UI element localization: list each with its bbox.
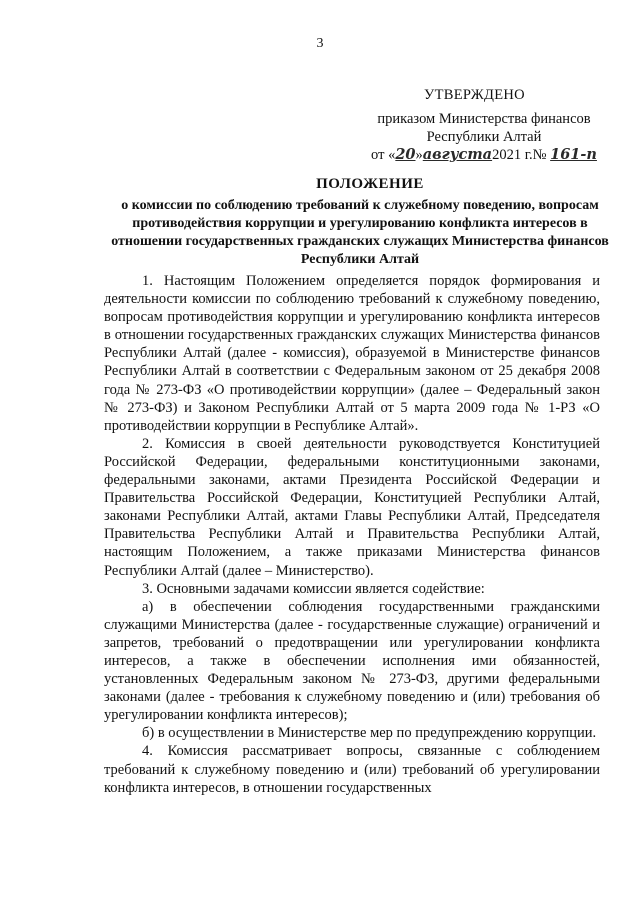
approval-heading: УТВЕРЖДЕНО [424,87,525,103]
document-title-block [100,176,620,269]
date-prefix: от « [371,147,396,163]
paragraph-2: 2. Комиссия в своей деятельности руководствуется Конституцией Российской Федерации, федеральными конституционными законами, федеральными законами, актами Президента Российской Федерации и Правительства Российской Федерации, Конституцией Республики Алтай, законами Республики Алтай, актами Главы Республики Алтай, Председателя Правительства Республики Алтай и Правительства Республики Алтай, настоящим Положением, а также приказами Министерства финансов Республики Алтай (далее – Министерство). [104,435,600,579]
handwritten-day: 20 [395,146,416,163]
document-title: ПОЛОЖЕНИЕ [316,176,424,192]
date-mid: » [415,147,423,163]
approval-date [364,146,604,164]
document-body [104,272,600,797]
approval-line-2: Республики Алтай [426,129,542,145]
paragraph-3b: б) в осуществлении в Министерстве мер по предупреждению коррупции. [142,725,597,742]
approval-line-1: приказом Министерства финансов [377,111,591,127]
approval-stamp [364,86,604,164]
handwritten-month: августа [422,146,493,163]
date-year: 2021 г.№ [492,147,547,163]
document-subtitle: о комиссии по соблюдению требований к служебному поведению, вопросам противодействия коррупции и урегулированию конфликта интересов в отношении государственных гражданских служащих Министерства финансов Республики Алтай [111,198,609,267]
page-number: 3 [316,36,324,51]
paragraph-4: 4. Комиссия рассматривает вопросы, связанные с соблюдением требований к служебному поведению и (или) требований об урегулировании конфликта интересов, в отношении государственных [104,743,600,796]
paragraph-1: 1. Настоящим Положением определяется порядок формирования и деятельности комиссии по соблюдению требований к служебному поведению, вопросам противодействия коррупции и урегулированию конфликта интересов в отношении государственных гражданских служащих Министерства финансов Республики Алтай (далее - комиссия), образуемой в Министерстве финансов Республики Алтай в соответствии с Федеральным законом от 25 декабря 2008 года № 273-ФЗ «О противодействии коррупции» (далее – Федеральный закон № 273-ФЗ) и Законом Республики Алтай от 5 марта 2009 года № 1-РЗ «О противодействии коррупции в Республике Алтай». [104,273,600,434]
handwritten-order-number: 161-п [550,146,597,163]
paragraph-3a: а) в обеспечении соблюдения государственными гражданскими служащими Министерства (далее - государственные служащие) ограничений и запретов, требований о предотвращении или урегулировании конфликта интересов, а также в обеспечении исполнения ими обязанностей, установленных Федеральным законом № 273-ФЗ, другими федеральными законами (далее - требования к служебному поведению и (или) требования об урегулировании конфликта интересов); [104,598,600,724]
paragraph-3: 3. Основными задачами комиссии является содействие: [142,580,485,597]
